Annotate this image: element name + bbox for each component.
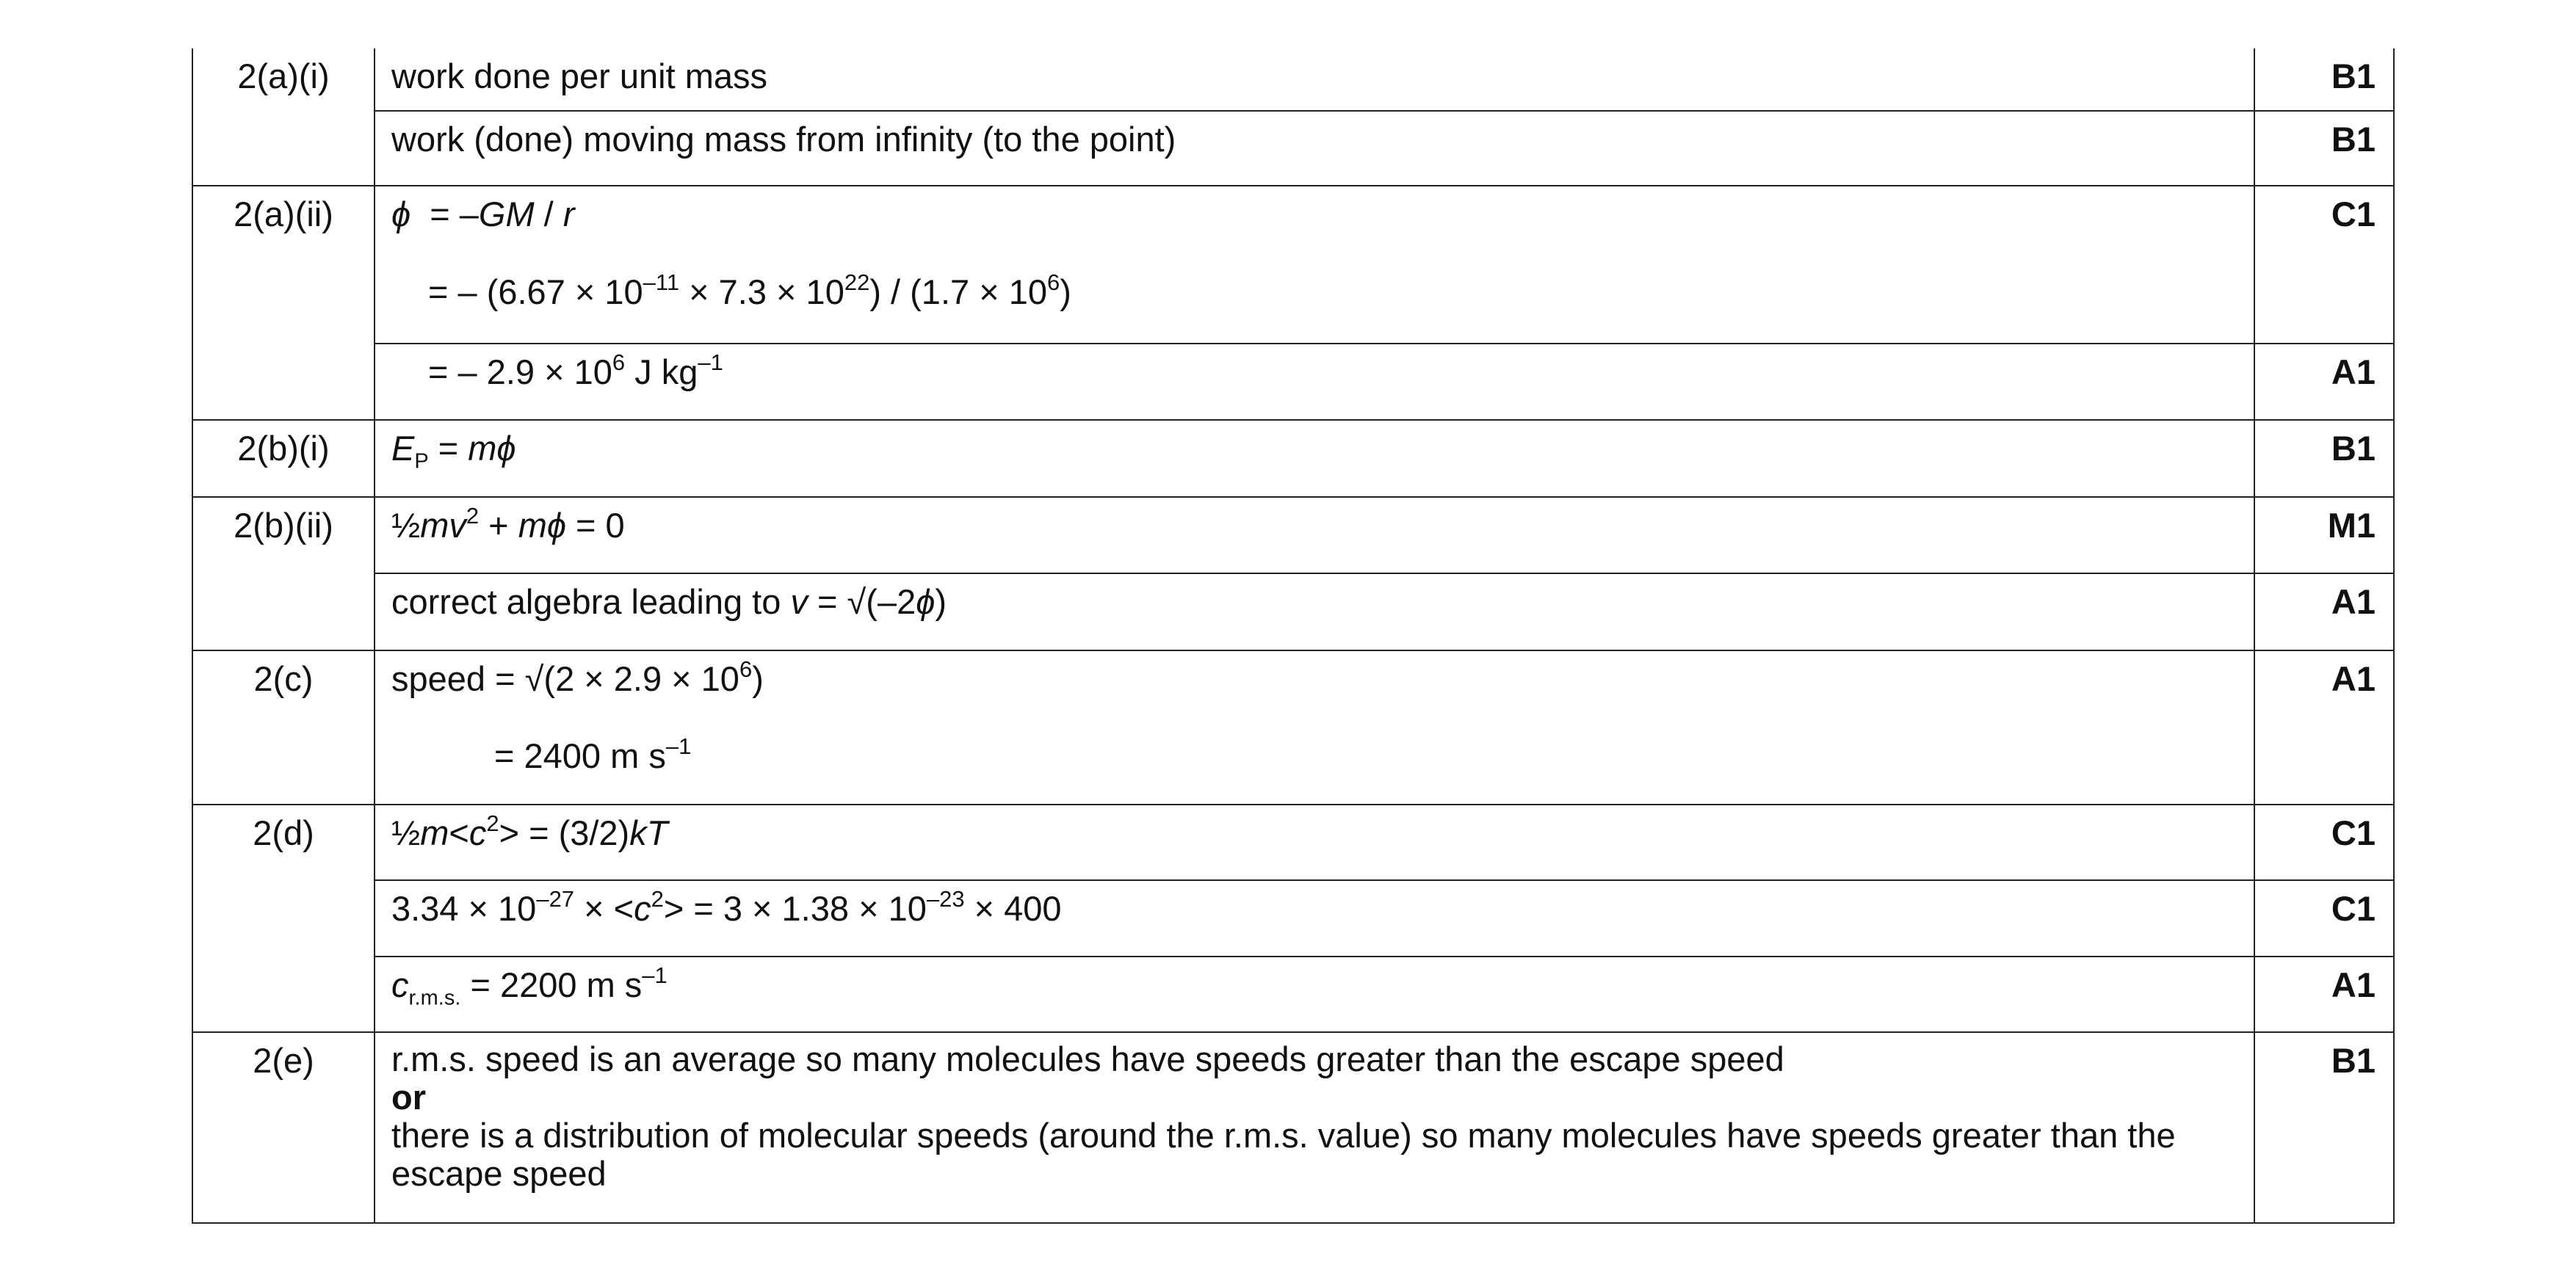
answer-line: $c_{r.m.s.} = 2200$ m $s^{-1}$ — [391, 962, 667, 1010]
question-number: 2(d) — [192, 805, 375, 1032]
question-number: 2(e) — [192, 1032, 375, 1223]
table-row — [192, 880, 2394, 957]
mark-cell: B1 — [2254, 1032, 2394, 1223]
table-row — [192, 650, 2394, 805]
table-row — [192, 48, 2394, 111]
answer-cell — [375, 650, 2254, 805]
answer-line: $\frac{1}{2}mv^2 + m\phi = 0$ — [391, 503, 625, 545]
mark-cell: B1 — [2254, 420, 2394, 497]
answer-line: = 2400 m $s^{-1}$ — [494, 733, 692, 775]
question-number: 2(a)(ii) — [192, 186, 375, 420]
answer-cell — [375, 497, 2254, 573]
answer-line: r.m.s. speed is an average so many molecules have speeds greater than the escape speed — [391, 1039, 1784, 1078]
mark-cell: C1 — [2254, 805, 2394, 880]
mark-cell: A1 — [2254, 650, 2394, 805]
table-row — [192, 420, 2394, 497]
mark-cell: C1 — [2254, 186, 2394, 344]
table-row — [192, 344, 2394, 420]
table-row — [192, 957, 2394, 1032]
table-row — [192, 111, 2394, 186]
mark-cell: A1 — [2254, 957, 2394, 1032]
answer-line: $E_P = m\phi$ — [391, 429, 516, 473]
answer-cell — [375, 957, 2254, 1032]
mark-scheme-table — [192, 48, 2395, 1224]
question-number: 2(b)(ii) — [192, 497, 375, 650]
answer-line: = – $2.9 \times 10^6$ J $kg^{-1}$ — [428, 349, 723, 391]
answer-line: = – $(6.67 \times 10^{-11} \times 7.3 \times 10^{22}) / (1.7 \times 10^6)$ — [428, 269, 1071, 311]
answer-line: correct algebra leading to v = √(–2ϕ) — [391, 582, 947, 621]
answer-cell — [375, 344, 2254, 420]
question-number: 2(c) — [192, 650, 375, 805]
mark-cell: M1 — [2254, 497, 2394, 573]
answer-cell: work (done) moving mass from infinity (to the point) — [375, 111, 2254, 186]
table-row — [192, 186, 2394, 344]
or-label: or — [391, 1078, 426, 1117]
mark-cell: A1 — [2254, 573, 2394, 650]
answer-cell — [375, 805, 2254, 880]
answer-cell — [375, 880, 2254, 957]
answer-line: speed = $√(2 \times 2.9 \times 10^6)$ — [391, 656, 764, 698]
mark-cell: B1 — [2254, 111, 2394, 186]
question-number: 2(b)(i) — [192, 420, 375, 497]
answer-cell — [375, 186, 2254, 344]
answer-line: $\frac{1}{2}m<c^2> = (3/2)kT$ — [391, 810, 668, 852]
mark-cell: C1 — [2254, 880, 2394, 957]
table-row — [192, 573, 2394, 650]
answer-line: there is a distribution of molecular speeds (around the r.m.s. value) so many molecules have speeds greater than the escape speed — [391, 1116, 2176, 1193]
answer-cell — [375, 573, 2254, 650]
table-row — [192, 805, 2394, 880]
answer-cell: work done per unit mass — [375, 48, 2254, 111]
answer-line: $3.34 \times 10^{-27} \times <c^2> = 3 \times 1.38 \times 10^{-23} \times 400$ — [391, 886, 1062, 928]
mark-cell: A1 — [2254, 344, 2394, 420]
question-number: 2(a)(i) — [192, 48, 375, 186]
table-row — [192, 497, 2394, 573]
table-row — [192, 1032, 2394, 1223]
mark-cell: B1 — [2254, 48, 2394, 111]
answer-line: ϕ = –GM / r — [391, 195, 575, 233]
answer-cell — [375, 420, 2254, 497]
answer-cell — [375, 1032, 2254, 1223]
